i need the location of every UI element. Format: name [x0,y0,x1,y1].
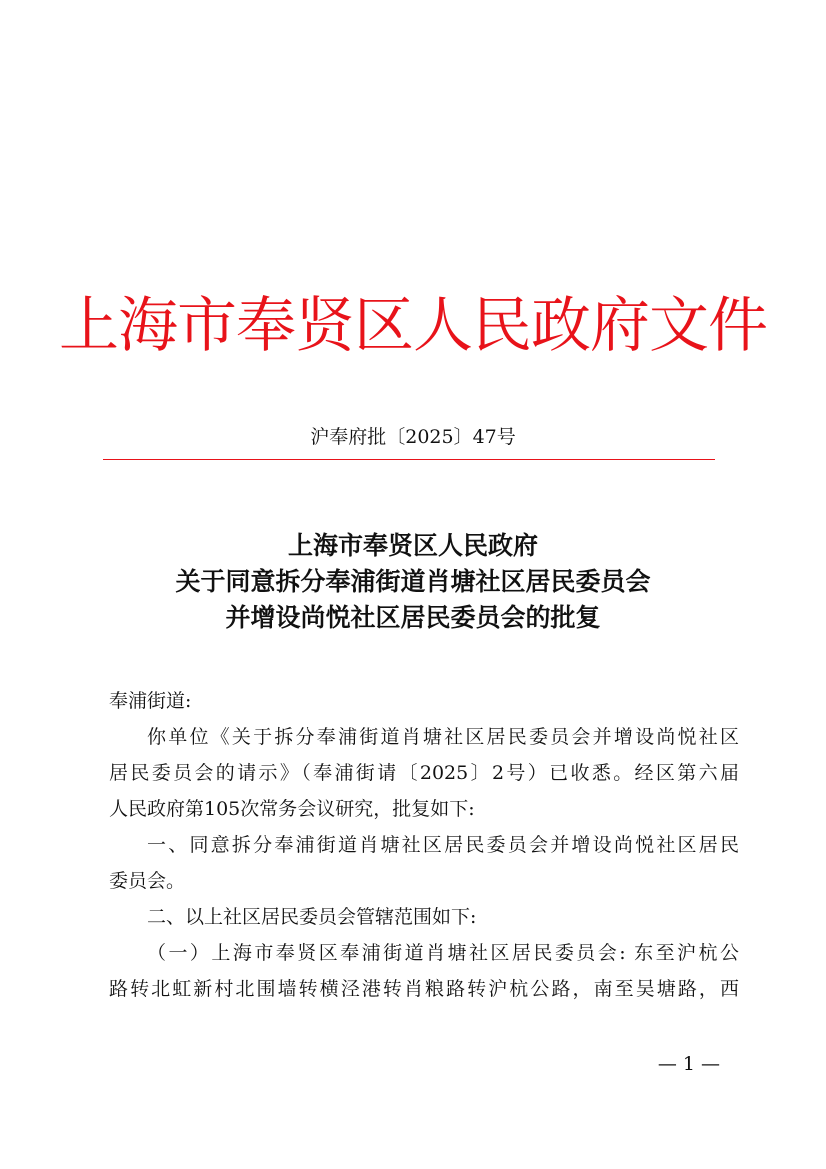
title-line-3: 并增设尚悦社区居民委员会的批复 [225,603,601,632]
document-title [0,528,826,636]
document-number: 沪奉府批〔2025〕47号 [310,426,516,448]
paragraph-1-line-2: 居民委员会的请示》（奉浦街请〔2025〕2号）已收悉。经区第六届 [109,762,739,784]
paragraph-3-line-1: 二、以上社区居民委员会管辖范围如下: [147,906,477,928]
paragraph-4-line-1: （一）上海市奉贤区奉浦街道肖塘社区居民委员会: 东至沪杭公 [147,942,739,964]
red-divider [103,459,715,460]
paragraph-2-line-1: 一、同意拆分奉浦街道肖塘社区居民委员会并增设尚悦社区居民 [147,834,739,856]
title-line-1: 上海市奉贤区人民政府 [287,531,538,560]
paragraph-1-line-1: 你单位《关于拆分奉浦街道肖塘社区居民委员会并增设尚悦社区 [147,726,739,748]
document-body [109,683,739,1007]
title-line-2: 关于同意拆分奉浦街道肖塘社区居民委员会 [175,567,651,596]
page-number: — 1 — [657,1053,720,1075]
paragraph-4-line-2: 路转北虹新村北围墙转横泾港转肖粮路转沪杭公路，南至吴塘路，西 [109,978,739,1000]
paragraph-2-line-2: 委员会。 [109,870,186,892]
masthead-title: 上海市奉贤区人民政府文件 [59,291,767,361]
addressee: 奉浦街道: [109,690,192,712]
paragraph-1-line-3: 人民政府第105次常务会议研究，批复如下: [109,798,475,820]
